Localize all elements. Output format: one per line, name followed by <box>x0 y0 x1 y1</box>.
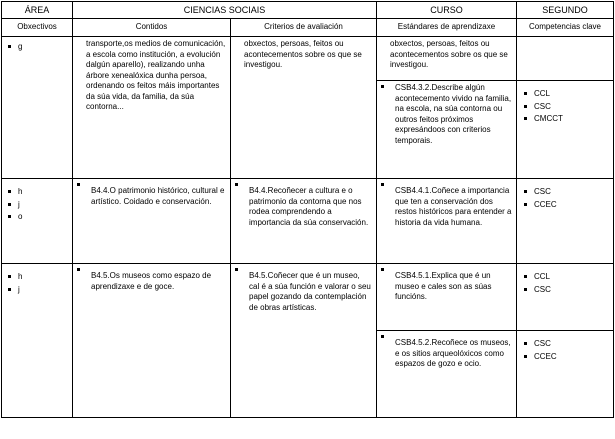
col-header-content: Contidos <box>73 19 231 37</box>
list-item: j <box>7 284 68 297</box>
criteria-cell: obxectos, persoas, feitos ou acontecementos sobre os que se investigou. <box>231 37 377 179</box>
list-item: h <box>7 271 68 284</box>
area-label: ÁREA <box>2 2 73 19</box>
col-header-objectives: Obxectivos <box>2 19 73 37</box>
list-item: CSC <box>523 284 609 297</box>
criteria-cell: B4.4.Recoñecer a cultura e o patrimonio da contorna que nos rodea comprendendo a importancia da súa conservación. <box>231 179 377 264</box>
list-item: CMCCT <box>523 113 609 126</box>
course-value: SEGUNDO <box>517 2 614 19</box>
list-item: o <box>7 211 68 224</box>
col-header-criteria: Criterios de avaliación <box>231 19 377 37</box>
list-item: g <box>7 41 68 54</box>
competences-cell <box>517 264 614 331</box>
competences-cell <box>517 179 614 264</box>
curriculum-table <box>1 1 614 418</box>
column-header-row <box>2 19 614 37</box>
course-label: CURSO <box>377 2 517 19</box>
list-item: CSC <box>523 186 609 199</box>
competences-cell <box>517 81 614 179</box>
col-header-standards: Estándares de aprendizaxe <box>377 19 517 37</box>
list-item: CCEC <box>523 199 609 212</box>
competences-list <box>523 88 609 126</box>
criteria-cell: B4.5.Coñecer que é un museo, cal é a súa función e valorar o seu papel gozando da contemplación de obras artísticas. <box>231 264 377 418</box>
competences-cell <box>517 331 614 418</box>
objectives-list <box>7 186 68 224</box>
objectives-list <box>7 271 68 296</box>
list-item: CSC <box>523 338 609 351</box>
objectives-list <box>7 41 68 54</box>
competences-list <box>523 338 609 363</box>
table-row <box>2 37 614 81</box>
standard-cell: CSB4.5.1.Explica que é un museo e cales son as súas funcións. <box>377 264 517 331</box>
content-cell: B4.5.Os museos como espazo de aprendizaxe e de goce. <box>73 264 231 418</box>
col-header-competences: Competencias clave <box>517 19 614 37</box>
objectives-cell <box>2 264 73 418</box>
content-cell: transporte,os medios de comunicación, a escola como institución, a evolución dalgún aparello), realizando unha árbore xenealóxica dunha persoa, ordenando os feitos máis importantes da súa vida, da familia, da súa contorna... <box>73 37 231 179</box>
header-row <box>2 2 614 19</box>
list-item: j <box>7 199 68 212</box>
objectives-cell <box>2 179 73 264</box>
objectives-cell <box>2 37 73 179</box>
subject-title: CIENCIAS SOCIAIS <box>73 2 377 19</box>
list-item: CCL <box>523 271 609 284</box>
table-row <box>2 264 614 331</box>
standard-cell: CSB4.3.2.Describe algún acontecemento vivido na familia, na escola, na súa contorna ou outros feitos próximos expresándoos con criterios temporais. <box>377 81 517 179</box>
standard-cell: obxectos, persoas, feitos ou acontecementos sobre os que se investigou. <box>377 37 517 81</box>
table-row <box>2 179 614 264</box>
standard-cell: CSB4.5.2.Recoñece os museos, e os sitios arqueolóxicos como espazos de gozo e ocio. <box>377 331 517 418</box>
content-cell: B4.4.O patrimonio histórico, cultural e artístico. Coidado e conservación. <box>73 179 231 264</box>
list-item: CCL <box>523 88 609 101</box>
competences-list <box>523 271 609 296</box>
list-item: CSC <box>523 101 609 114</box>
standard-cell: CSB4.4.1.Coñece a importancia que ten a conservación dos restos históricos para entender a historia da vida humana. <box>377 179 517 264</box>
list-item: h <box>7 186 68 199</box>
competences-list <box>523 186 609 211</box>
competences-cell <box>517 37 614 81</box>
list-item: CCEC <box>523 351 609 364</box>
